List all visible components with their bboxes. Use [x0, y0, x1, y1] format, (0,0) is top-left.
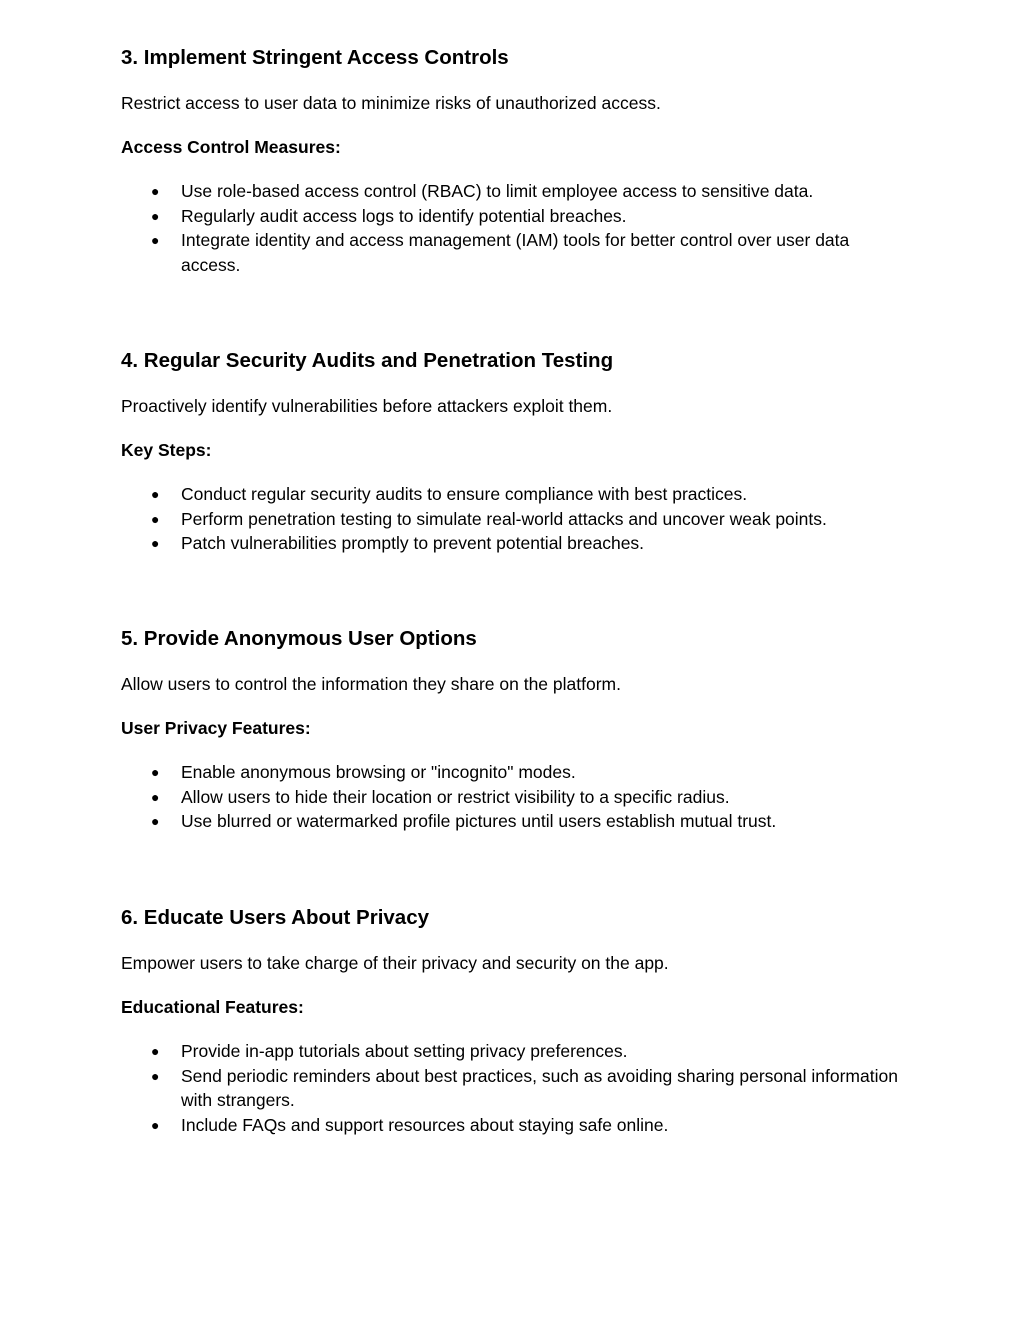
section-educate-users — [121, 904, 911, 1135]
section-intro: Allow users to control the information they share on the platform. — [121, 674, 621, 694]
section-sublabel: User Privacy Features: — [121, 718, 311, 738]
section-heading: 5. Provide Anonymous User Options — [121, 627, 477, 650]
bullet-icon: ● — [151, 1043, 160, 1059]
bullet-list — [121, 760, 911, 834]
bullet-icon: ● — [151, 535, 160, 551]
list-item-text: Enable anonymous browsing or "incognito" modes. — [181, 762, 576, 782]
section-intro: Proactively identify vulnerabilities before attackers exploit them. — [121, 396, 613, 416]
list-item-text: Regularly audit access logs to identify potential breaches. — [181, 205, 627, 226]
bullet-icon: ● — [151, 183, 160, 199]
section-heading: 4. Regular Security Audits and Penetration Testing — [121, 349, 614, 372]
bullet-icon: ● — [151, 510, 160, 527]
section-sublabel: Key Steps: — [121, 440, 212, 460]
bullet-list — [121, 1039, 911, 1137]
list-item-text: Perform penetration testing to simulate real-world attacks and uncover weak points. — [181, 508, 827, 529]
list-item-text: Use blurred or watermarked profile pictures until users establish mutual trust. — [181, 811, 777, 831]
list-item — [121, 809, 911, 834]
list-item — [121, 1039, 911, 1064]
list-item — [121, 1113, 911, 1138]
section-sublabel: Educational Features: — [121, 997, 304, 1017]
list-item-text: Send periodic reminders about best practices, such as avoiding sharing personal information with strangers. — [181, 1065, 898, 1110]
bullet-icon: ● — [151, 1067, 160, 1084]
list-item — [121, 1064, 911, 1113]
section-anonymous-options — [121, 625, 911, 831]
bullet-list — [121, 179, 911, 277]
list-item-text: Conduct regular security audits to ensure compliance with best practices. — [181, 484, 748, 504]
list-item-text: Use role-based access control (RBAC) to limit employee access to sensitive data. — [181, 181, 814, 201]
bullet-icon: ● — [151, 1116, 160, 1133]
bullet-icon: ● — [151, 764, 160, 780]
section-security-audits — [121, 347, 911, 553]
list-item — [121, 760, 911, 785]
section-intro: Empower users to take charge of their privacy and security on the app. — [121, 953, 669, 973]
list-item — [121, 507, 911, 532]
bullet-icon: ● — [151, 207, 160, 224]
bullet-icon: ● — [151, 788, 160, 805]
list-item — [121, 179, 911, 204]
bullet-list — [121, 482, 911, 556]
list-item-text: Integrate identity and access management (IAM) tools for better control over user data access. — [181, 230, 850, 275]
bullet-icon: ● — [151, 486, 160, 502]
list-item-text: Include FAQs and support resources about staying safe online. — [181, 1114, 669, 1135]
bullet-icon: ● — [151, 813, 160, 829]
bullet-icon: ● — [151, 232, 160, 248]
section-access-controls — [121, 44, 911, 275]
section-intro: Restrict access to user data to minimize risks of unauthorized access. — [121, 93, 661, 113]
section-heading: 3. Implement Stringent Access Controls — [121, 46, 509, 69]
list-item — [121, 204, 911, 229]
list-item-text: Provide in-app tutorials about setting privacy preferences. — [181, 1041, 628, 1061]
list-item — [121, 482, 911, 507]
list-item — [121, 785, 911, 810]
section-sublabel: Access Control Measures: — [121, 137, 341, 157]
list-item-text: Patch vulnerabilities promptly to prevent potential breaches. — [181, 533, 645, 553]
list-item — [121, 531, 911, 556]
section-heading: 6. Educate Users About Privacy — [121, 906, 430, 929]
list-item-text: Allow users to hide their location or restrict visibility to a specific radius. — [181, 786, 730, 807]
list-item — [121, 228, 911, 277]
